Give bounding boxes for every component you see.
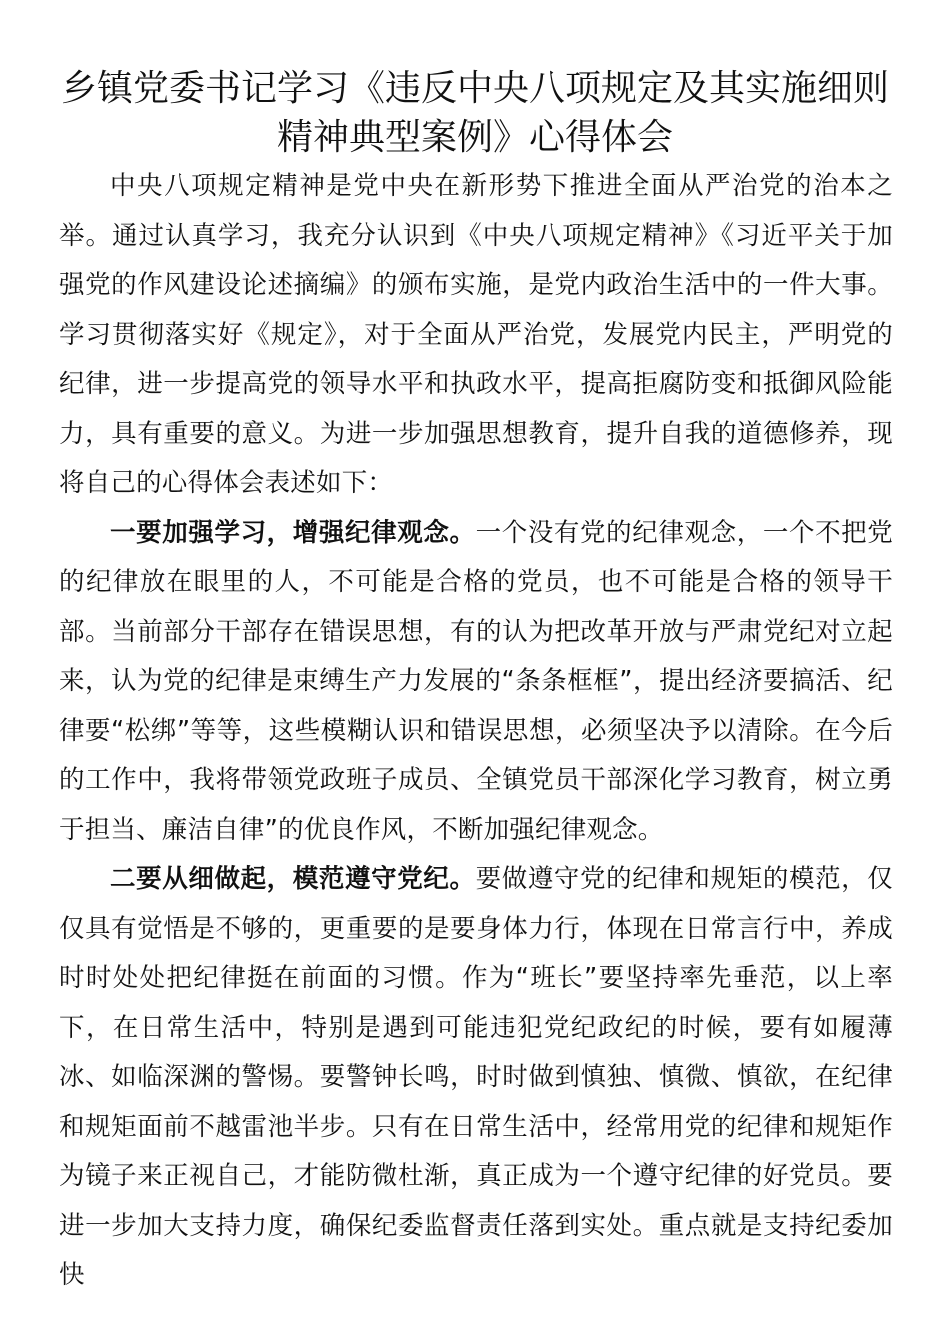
paragraph-point-2 — [59, 855, 893, 1301]
document-body — [59, 162, 893, 1301]
paragraph-text: 要做遵守党的纪律和规矩的模范，仅仅具有觉悟是不够的，更重要的是要身体力行，体现在日常言行中，养成时时处处把纪律挺在前面的习惯。作为“班长”要坚持率先垂范，以上率下，在日常生活中，特别是遇到可能违犯党纪政纪的时候，要有如履薄冰、如临深渊的警惕。要警钟长鸣，时时做到慎独、慎微、慎欲，在纪律和规矩面前不越雷池半步。只有在日常生活中，经常用党的纪律和规矩作为镜子来正视自己，才能防微杜渐，真正成为一个遵守纪律的好党员。要进一步加大支持力度，确保纪委监督责任落到实处。重点就是支持纪委加快 — [59, 864, 893, 1290]
paragraph-point-1 — [59, 509, 893, 856]
document-title-line-1: 乡镇党委书记学习《违反中央八项规定及其实施细则 — [60, 68, 889, 109]
paragraph-text: 中央八项规定精神是党中央在新形势下推进全面从严治党的治本之举。通过认真学习，我充分认识到《中央八项规定精神》《习近平关于加强党的作风建设论述摘编》的颁布实施，是党内政治生活中的一件大事。学习贯彻落实好《规定》，对于全面从严治党，发展党内民主，严明党的纪律，进一步提高党的领导水平和执政水平，提高拒腐防变和抵御风险能力，具有重要的意义。为进一步加强思想教育，提升自我的道德修养，现将自己的心得体会表述如下： — [59, 171, 893, 498]
paragraph-text: 一个没有党的纪律观念，一个不把党的纪律放在眼里的人，不可能是合格的党员，也不可能是合格的领导干部。当前部分干部存在错误思想，有的认为把改革开放与严肃党纪对立起来，认为党的纪律是束缚生产力发展的“条条框框”，提出经济要搞活、纪律要“松绑”等等，这些模糊认识和错误思想，必须坚决予以清除。在今后的工作中，我将带领党政班子成员、全镇党员干部深化学习教育，树立勇于担当、廉洁自律”的优良作风，不断加强纪律观念。 — [59, 517, 893, 845]
document-title-line-2: 精神典型案例》心得体会 — [276, 117, 673, 158]
paragraph-intro — [59, 162, 893, 509]
paragraph-lead-heading: 一要加强学习，增强纪律观念。 — [110, 517, 476, 548]
paragraph-lead-heading: 二要从细做起，模范遵守党纪。 — [110, 864, 476, 894]
